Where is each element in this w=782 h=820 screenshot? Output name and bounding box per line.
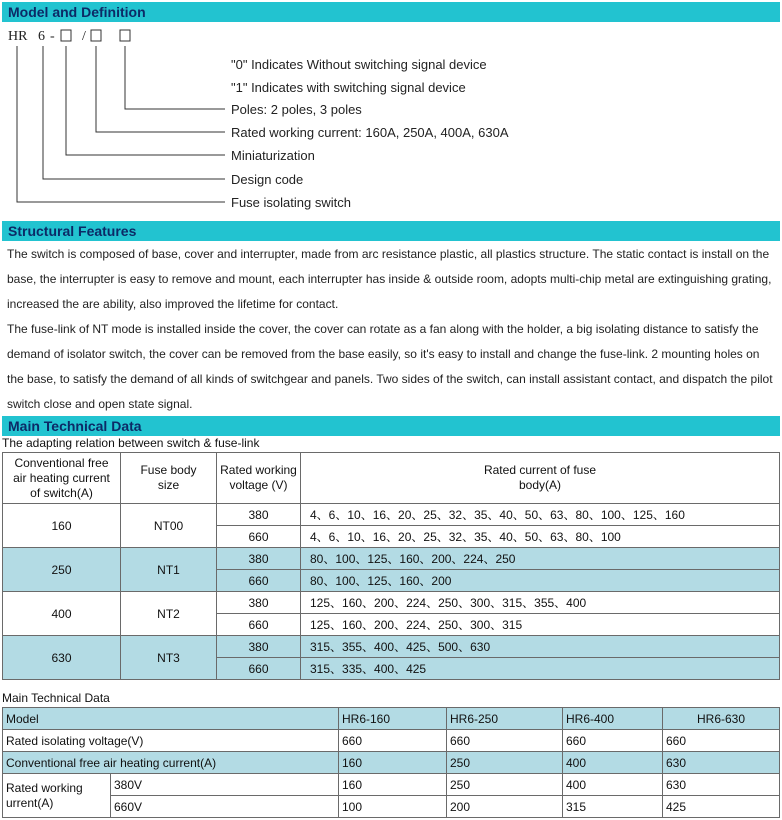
code-box-signal xyxy=(120,30,130,41)
model-code-diagram xyxy=(0,24,782,218)
table-cell: 630 xyxy=(663,774,780,796)
table-cell: 630 xyxy=(663,752,780,774)
fuse-current-cell: 80、100、125、160、200、224、250 xyxy=(301,548,780,570)
table-cell: 315 xyxy=(563,796,663,818)
diagram-item-1: "1" Indicates with switching signal device xyxy=(231,80,466,95)
fuse-adapting-table xyxy=(2,452,780,680)
row-label: Rated isolating voltage(V) xyxy=(3,730,339,752)
row-label: Rated working urrent(A) xyxy=(3,774,111,818)
voltage-label: 380V xyxy=(111,774,339,796)
features-paragraph-1: The switch is composed of base, cover and interrupter, made from arc resistance plastic, all plastics structure. The static contact is install on the base, the interrupter is easy to remove and mount, each interrupter has inside & outside room, adopts multi-chip metal are extinguishing grating, increased the are ability, also improved the lifetime for contact. xyxy=(7,247,772,311)
table-cell: 400 xyxy=(563,752,663,774)
table-row xyxy=(3,548,780,570)
voltage-cell: 380 xyxy=(217,636,301,658)
header-voltage: Rated working voltage (V) xyxy=(217,453,301,504)
diagram-item-4: Miniaturization xyxy=(231,148,315,163)
voltage-cell: 380 xyxy=(217,504,301,526)
fuse-current-cell: 315、355、400、425、500、630 xyxy=(301,636,780,658)
code-box-poles xyxy=(91,30,101,41)
table-cell: 250 xyxy=(447,774,563,796)
model-hr6-250: HR6-250 xyxy=(447,708,563,730)
table-row xyxy=(3,796,780,818)
table-header-row xyxy=(3,453,780,504)
fuse-current-cell: 4、6、10、16、20、25、32、35、40、50、63、80、100 xyxy=(301,526,780,548)
switch-current-cell: 160 xyxy=(3,504,121,548)
table-row xyxy=(3,592,780,614)
table1-caption: The adapting relation between switch & fuse-link xyxy=(2,436,260,450)
section-heading-structural: Structural Features xyxy=(2,221,780,241)
fuse-size-cell: NT2 xyxy=(121,592,217,636)
diagram-item-2: Poles: 2 poles, 3 poles xyxy=(231,102,362,117)
fuse-current-cell: 4、6、10、16、20、25、32、35、40、50、63、80、100、125、160 xyxy=(301,504,780,526)
row-label: Conventional free air heating current(A) xyxy=(3,752,339,774)
switch-current-cell: 250 xyxy=(3,548,121,592)
table-cell: 400 xyxy=(563,774,663,796)
table-header-row xyxy=(3,708,780,730)
model-hr6-630: HR6-630 xyxy=(663,708,780,730)
diagram-item-3: Rated working current: 160A, 250A, 400A, 630A xyxy=(231,125,509,140)
switch-current-cell: 630 xyxy=(3,636,121,680)
diagram-item-5: Design code xyxy=(231,172,304,187)
code-dash: - xyxy=(50,29,55,44)
voltage-cell: 660 xyxy=(217,614,301,636)
code-six: 6 xyxy=(38,29,45,44)
switch-current-cell: 400 xyxy=(3,592,121,636)
code-slash: / xyxy=(82,29,86,44)
header-fuse-size: Fuse body size xyxy=(121,453,217,504)
table-cell: 160 xyxy=(339,774,447,796)
table-row xyxy=(3,730,780,752)
table2-caption: Main Technical Data xyxy=(2,691,110,705)
table-row xyxy=(3,636,780,658)
table-cell: 200 xyxy=(447,796,563,818)
model-hr6-400: HR6-400 xyxy=(563,708,663,730)
table-row xyxy=(3,504,780,526)
section-heading-model: Model and Definition xyxy=(2,2,780,22)
table-cell: 160 xyxy=(339,752,447,774)
voltage-cell: 380 xyxy=(217,592,301,614)
table-cell: 100 xyxy=(339,796,447,818)
code-hr: HR xyxy=(8,29,28,44)
table-cell: 425 xyxy=(663,796,780,818)
voltage-label: 660V xyxy=(111,796,339,818)
fuse-size-cell: NT00 xyxy=(121,504,217,548)
table-cell: 660 xyxy=(339,730,447,752)
table-row xyxy=(3,752,780,774)
header-switch-current: Conventional free air heating current of switch(A) xyxy=(3,453,121,504)
table-cell: 660 xyxy=(663,730,780,752)
section-heading-technical: Main Technical Data xyxy=(2,416,780,436)
voltage-cell: 660 xyxy=(217,570,301,592)
technical-data-table xyxy=(2,707,780,818)
table-cell: 660 xyxy=(447,730,563,752)
voltage-cell: 380 xyxy=(217,548,301,570)
fuse-current-cell: 125、160、200、224、250、300、315 xyxy=(301,614,780,636)
header-fuse-current: Rated current of fuse body(A) xyxy=(301,453,780,504)
voltage-cell: 660 xyxy=(217,658,301,680)
fuse-current-cell: 125、160、200、224、250、300、315、355、400 xyxy=(301,592,780,614)
fuse-size-cell: NT1 xyxy=(121,548,217,592)
fuse-current-cell: 80、100、125、160、200 xyxy=(301,570,780,592)
voltage-cell: 660 xyxy=(217,526,301,548)
fuse-size-cell: NT3 xyxy=(121,636,217,680)
diagram-item-6: Fuse isolating switch xyxy=(231,195,351,210)
fuse-current-cell: 315、335、400、425 xyxy=(301,658,780,680)
table-cell: 660 xyxy=(563,730,663,752)
model-hr6-160: HR6-160 xyxy=(339,708,447,730)
model-label: Model xyxy=(3,708,339,730)
diagram-item-0: "0" Indicates Without switching signal device xyxy=(231,57,487,72)
table-row xyxy=(3,774,780,796)
features-paragraph-2: The fuse-link of NT mode is installed inside the cover, the cover can rotate as a fan along with the holder, a big isolating distance to satisfy the demand of isolator switch, the cover can be removed from the base easily, so it's easy to install and change the fuse-link. 2 mounting holes on the base, to satisfy the demand of all kinds of switchgear and panels. Two sides of the switch, can install assistant contact, and dispatch the pilot switch close and open state signal. xyxy=(7,322,773,411)
table-cell: 250 xyxy=(447,752,563,774)
code-box-current xyxy=(61,30,71,41)
